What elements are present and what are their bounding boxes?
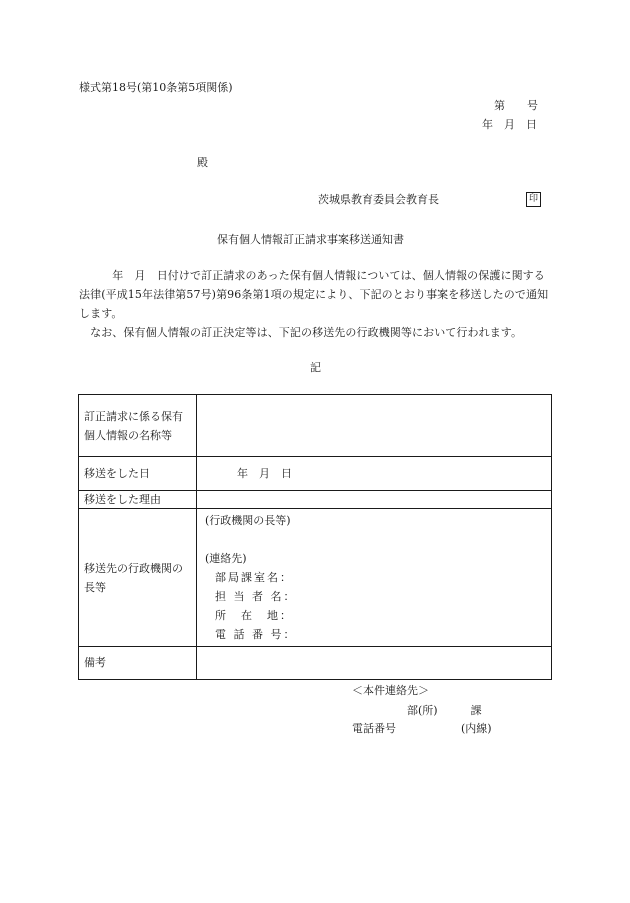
row1-label-line2: 個人情報の名称等 [84, 428, 172, 442]
ki-heading: 記 [310, 361, 321, 374]
table-label-cell [79, 509, 197, 647]
row4-label-line2: 長等 [84, 580, 106, 594]
transfer-reason-field[interactable] [197, 491, 552, 509]
table-row [79, 647, 552, 680]
form-number: 様式第18号(第10条第5項関係) [79, 81, 233, 94]
addressee-suffix: 殿 [197, 156, 208, 169]
document-title: 保有個人情報訂正請求事案移送通知書 [217, 233, 404, 246]
row1-label-line1: 訂正請求に係る保有 [84, 409, 183, 423]
contact-head-label: (連絡先) [205, 552, 247, 565]
agency-head-label: (行政機関の長等) [205, 514, 291, 527]
table-row [79, 491, 552, 509]
row2-label: 移送をした日 [79, 457, 197, 491]
body-paragraph-1: 年 月 日付けで訂正請求のあった保有個人情報については、個人情報の保護に関する法律(平成15年法律第57号)第96条第1項の規定により、下記のとおり事案を移送したので通知します。 [79, 269, 549, 320]
destination-agency-field[interactable] [197, 509, 552, 647]
table-row [79, 509, 552, 647]
person-label: 担 当 者 名： [215, 590, 297, 603]
sender-name: 茨城県教育委員会教育長 [318, 193, 439, 206]
contact-dept-line: 部(所) 課 [407, 704, 482, 717]
body-paragraph-2: なお、保有個人情報の訂正決定等は、下記の移送先の行政機関等において行われます。 [79, 326, 523, 339]
phone-label: 電 話 番 号： [215, 628, 297, 641]
contact-phone-label: 電話番号 [352, 722, 396, 735]
seal-mark: 印 [526, 192, 541, 207]
department-label: 部局課室名： [215, 571, 293, 584]
remarks-field[interactable] [197, 647, 552, 680]
row4-label-line1: 移送先の行政機関の [84, 561, 183, 575]
table-row [79, 457, 552, 491]
document-date: 年 月 日 [482, 118, 537, 131]
transfer-date-value: 年 月 日 [237, 466, 292, 480]
address-label: 所 在 地： [215, 609, 293, 622]
transfer-date-field[interactable] [197, 457, 552, 491]
contact-title: ＜本件連絡先＞ [352, 684, 429, 697]
table-label-cell [79, 395, 197, 457]
personal-info-name-field[interactable] [197, 395, 552, 457]
document-number: 第 号 [494, 99, 538, 112]
table-row [79, 395, 552, 457]
transfer-details-table [78, 394, 552, 680]
row3-label: 移送をした理由 [79, 491, 197, 509]
contact-extension: (内線) [461, 722, 492, 735]
row5-label: 備考 [79, 647, 197, 680]
